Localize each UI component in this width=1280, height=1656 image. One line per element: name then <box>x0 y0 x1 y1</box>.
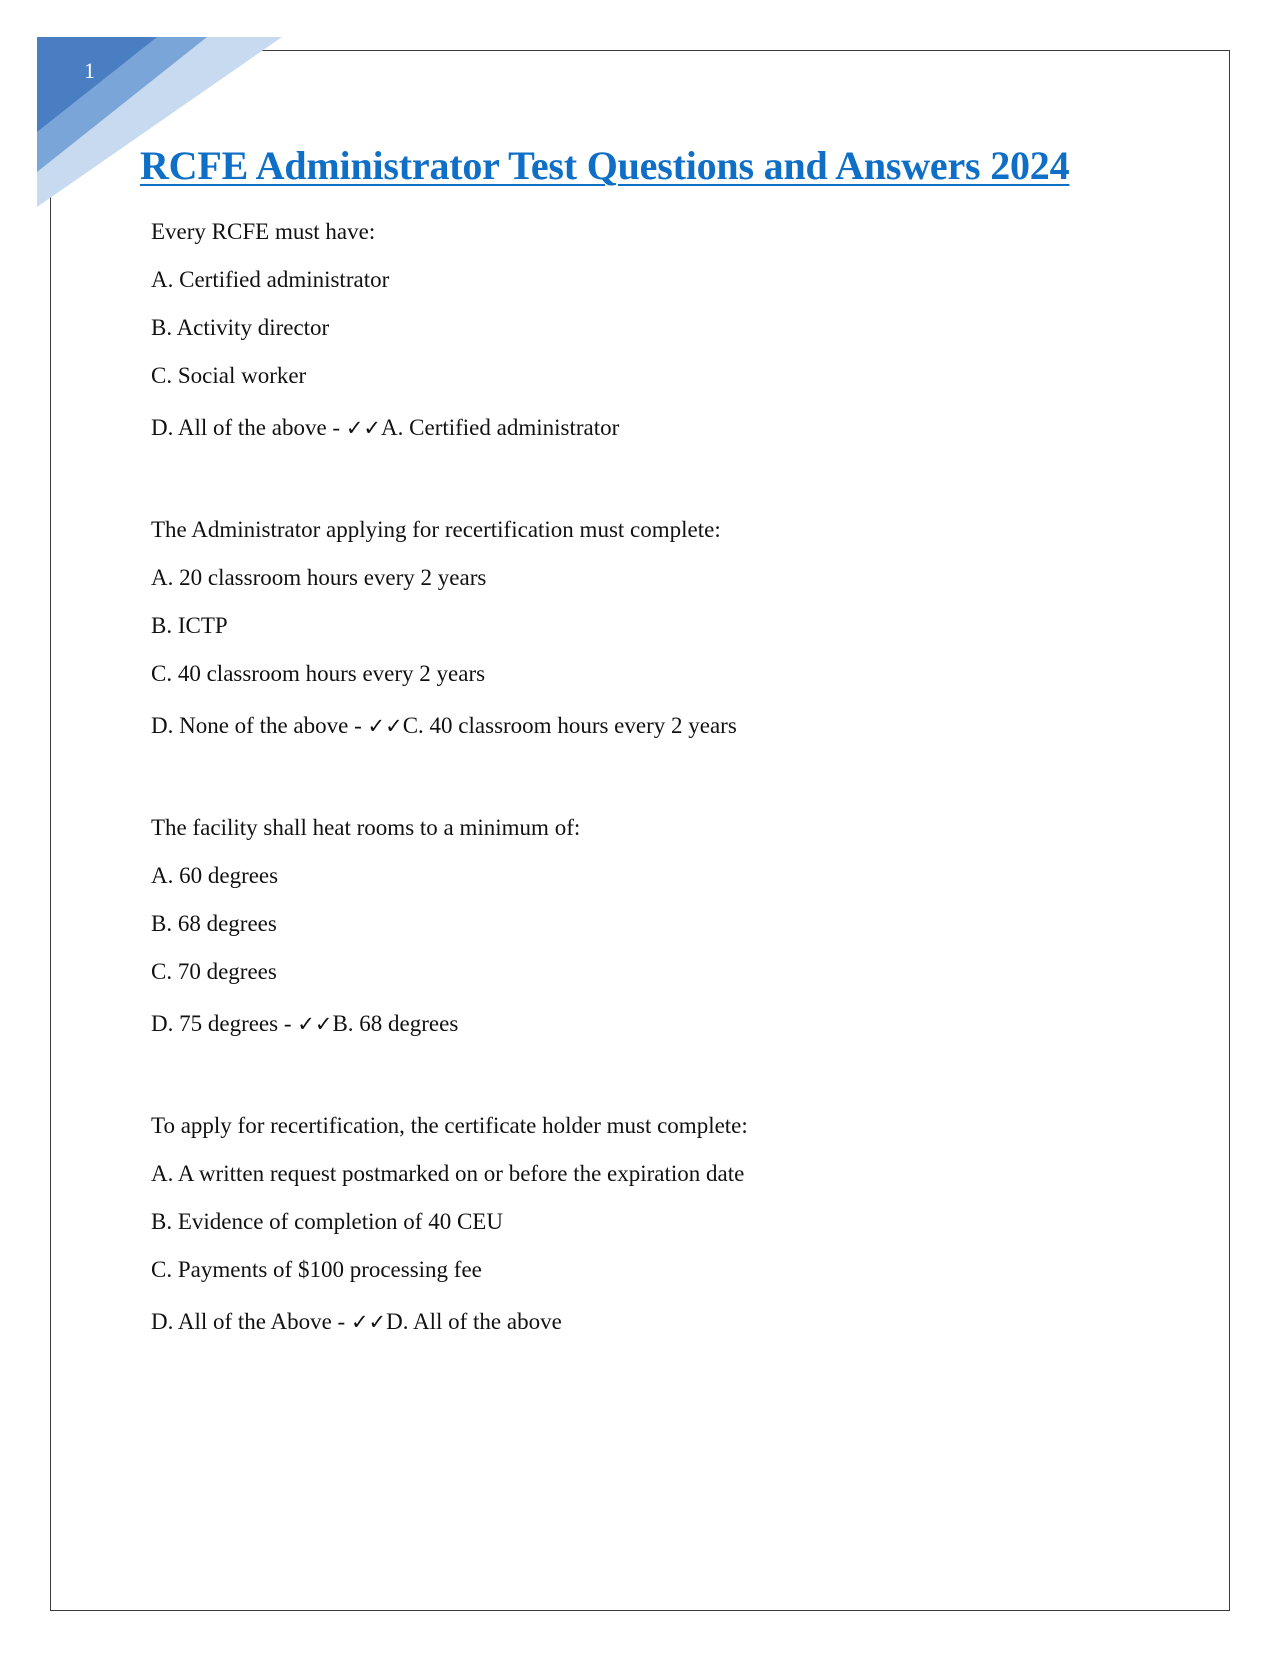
answer-option: A. 60 degrees <box>151 863 279 888</box>
question-prompt: The facility shall heat rooms to a minimum of: <box>151 815 581 840</box>
answer-option-label: D. 75 degrees - <box>151 1011 298 1036</box>
double-check-icon: ✓✓ <box>297 1012 333 1036</box>
double-check-icon: ✓✓ <box>350 1310 387 1334</box>
answer-option-label: D. All of the above - <box>151 415 346 440</box>
answer-option: B. Evidence of completion of 40 CEU <box>151 1209 503 1234</box>
answer-option: B. ICTP <box>151 613 228 638</box>
answer-option: C. Payments of $100 processing fee <box>151 1257 482 1282</box>
correct-answer: C. 40 classroom hours every 2 years <box>402 713 737 738</box>
question-block <box>151 804 1191 1052</box>
answer-option: C. Social worker <box>151 363 307 388</box>
page-number: 1 <box>84 58 95 83</box>
answer-option: C. 70 degrees <box>151 959 277 984</box>
answer-option-with-key <box>151 400 1191 456</box>
answer-option-label: D. None of the above - <box>151 713 368 738</box>
answer-option-with-key <box>151 1294 1191 1350</box>
answer-option: B. 68 degrees <box>151 911 277 936</box>
question-block <box>151 506 1191 754</box>
question-block <box>151 1102 1191 1350</box>
correct-answer: D. All of the above <box>386 1309 562 1334</box>
answer-option-label: D. All of the Above - <box>151 1309 351 1334</box>
double-check-icon: ✓✓ <box>367 714 403 738</box>
question-prompt: To apply for recertification, the certificate holder must complete: <box>151 1113 748 1138</box>
answer-option: A. 20 classroom hours every 2 years <box>151 565 487 590</box>
question-prompt: Every RCFE must have: <box>151 219 376 244</box>
answer-option: A. Certified administrator <box>151 267 390 292</box>
question-block <box>151 208 1191 456</box>
answer-option: B. Activity director <box>151 315 330 340</box>
answer-option-with-key <box>151 996 1191 1052</box>
document-title: RCFE Administrator Test Questions and Answers 2024 <box>140 143 1070 188</box>
answer-option: C. 40 classroom hours every 2 years <box>151 661 486 686</box>
question-prompt: The Administrator applying for recertification must complete: <box>151 517 721 542</box>
question-list <box>151 208 1191 1400</box>
answer-option-with-key <box>151 698 1191 754</box>
correct-answer: A. Certified administrator <box>381 415 620 440</box>
double-check-icon: ✓✓ <box>345 416 382 440</box>
answer-option: A. A written request postmarked on or before the expiration date <box>151 1161 745 1186</box>
correct-answer: B. 68 degrees <box>332 1011 459 1036</box>
